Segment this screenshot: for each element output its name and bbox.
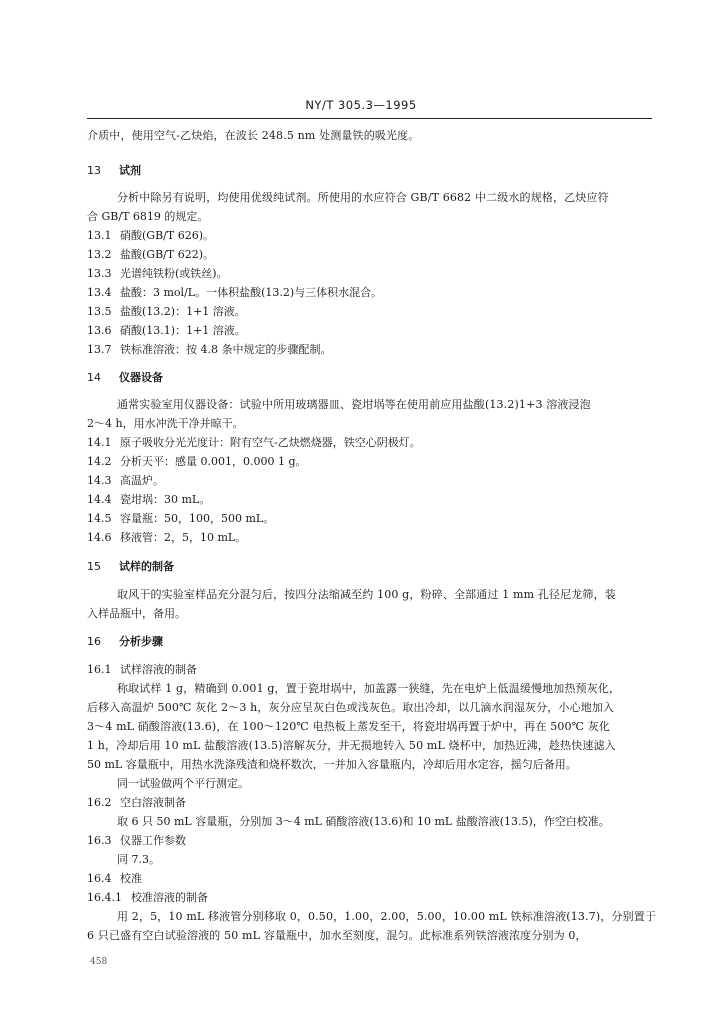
subsection-heading: 16.3 仪器工作参数 (87, 834, 186, 847)
page-number: 458 (90, 957, 108, 967)
body-line: 50 mL 容量瓶中，用热水洗涤残渣和烧杯数次，一并加入容量瓶内，冷却后用水定容，摇匀后备用。 (87, 758, 577, 771)
body-line: 介质中，使用空气-乙炔焰，在波长 248.5 nm 处测量铁的吸光度。 (87, 129, 420, 142)
list-item: 13.4 盐酸：3 mol/L。一体积盐酸(13.2)与三体积水混合。 (87, 286, 383, 299)
list-item: 14.1 原子吸收分光光度计：附有空气-乙炔燃烧器，铁空心阴极灯。 (87, 436, 421, 449)
body-line: 6 只已盛有空白试验溶液的 50 mL 容量瓶中，加水至刻度，混匀。此标准系列铁溶液浓度分别为 0， (87, 929, 587, 942)
body-line: 通常实验室用仪器设备：试验中所用玻璃器皿、瓷坩埚等在使用前应用盐酸(13.2)1+3 溶液浸泡 (117, 398, 591, 411)
subsection-heading: 16.4.1 校准溶液的制备 (87, 891, 208, 904)
list-item: 13.2 盐酸(GB/T 622)。 (87, 248, 214, 261)
body-line: 取风干的实验室样品充分混匀后，按四分法缩减至约 100 g，粉碎、全部通过 1 mm 孔径尼龙筛，装 (117, 588, 616, 601)
body-line: 取 6 只 50 mL 容量瓶，分别加 3～4 mL 硝酸溶液(13.6)和 10 mL 盐酸溶液(13.5)，作空白校准。 (117, 815, 610, 828)
body-line: 后移入高温炉 500℃ 灰化 2～3 h，灰分应呈灰白色或浅灰色。取出冷却，以几滴水润湿灰分，小心地加入 (87, 701, 615, 714)
body-line: 同一试验做两个平行测定。 (117, 777, 249, 790)
subsection-heading: 16.2 空白溶液制备 (87, 796, 186, 809)
body-line: 2～4 h，用水冲洗干净并晾干。 (87, 417, 244, 430)
list-item: 14.3 高温炉。 (87, 474, 164, 487)
standard-code-header: NY/T 305.3—1995 (305, 98, 417, 112)
section-heading-15: 15 试样的制备 (87, 560, 174, 573)
section-heading-13: 13 试剂 (87, 164, 141, 177)
list-item: 14.2 分析天平：感量 0.001，0.000 1 g。 (87, 455, 307, 468)
list-item: 14.4 瓷坩埚：30 mL。 (87, 493, 211, 506)
list-item: 13.7 铁标准溶液：按 4.8 条中规定的步骤配制。 (87, 343, 332, 356)
list-item: 14.5 容量瓶：50，100，500 mL。 (87, 512, 275, 525)
list-item: 13.1 硝酸(GB/T 626)。 (87, 229, 214, 242)
subsection-heading: 16.1 试样溶液的制备 (87, 663, 197, 676)
body-line: 1 h，冷却后用 10 mL 盐酸溶液(13.5)溶解灰分，并无损地转入 50 mL 烧杯中，加热近沸，趁热快速滤入 (87, 739, 616, 752)
list-item: 13.3 光谱纯铁粉(或铁丝)。 (87, 267, 228, 280)
body-line: 同 7.3。 (117, 853, 160, 866)
body-line: 分析中除另有说明，均使用优级纯试剂。所使用的水应符合 GB/T 6682 中二级水的规格，乙炔应符 (117, 191, 609, 204)
body-line: 合 GB/T 6819 的规定。 (87, 210, 209, 223)
subsection-heading: 16.4 校准 (87, 872, 142, 885)
section-heading-16: 16 分析步骤 (87, 635, 163, 648)
body-line: 入样品瓶中，备用。 (87, 607, 186, 620)
body-line: 3～4 mL 硝酸溶液(13.6)，在 100～120℃ 电热板上蒸发至干，将瓷坩埚再置于炉中，再在 500℃ 灰化 (87, 720, 611, 733)
list-item: 13.6 硝酸(13.1)：1+1 溶液。 (87, 324, 246, 337)
body-line: 称取试样 1 g，精确到 0.001 g，置于瓷坩埚中，加盖露一狭缝，先在电炉上低温缓慢地加热预灰化， (117, 682, 621, 695)
body-line: 用 2，5，10 mL 移液管分别移取 0，0.50，1.00，2.00，5.00，10.00 mL 铁标准溶液(13.7)，分别置于 (117, 910, 657, 923)
list-item: 13.5 盐酸(13.2)：1+1 溶液。 (87, 305, 246, 318)
list-item: 14.6 移液管：2，5，10 mL。 (87, 531, 247, 544)
header-rule (87, 118, 652, 119)
section-heading-14: 14 仪器设备 (87, 371, 163, 384)
